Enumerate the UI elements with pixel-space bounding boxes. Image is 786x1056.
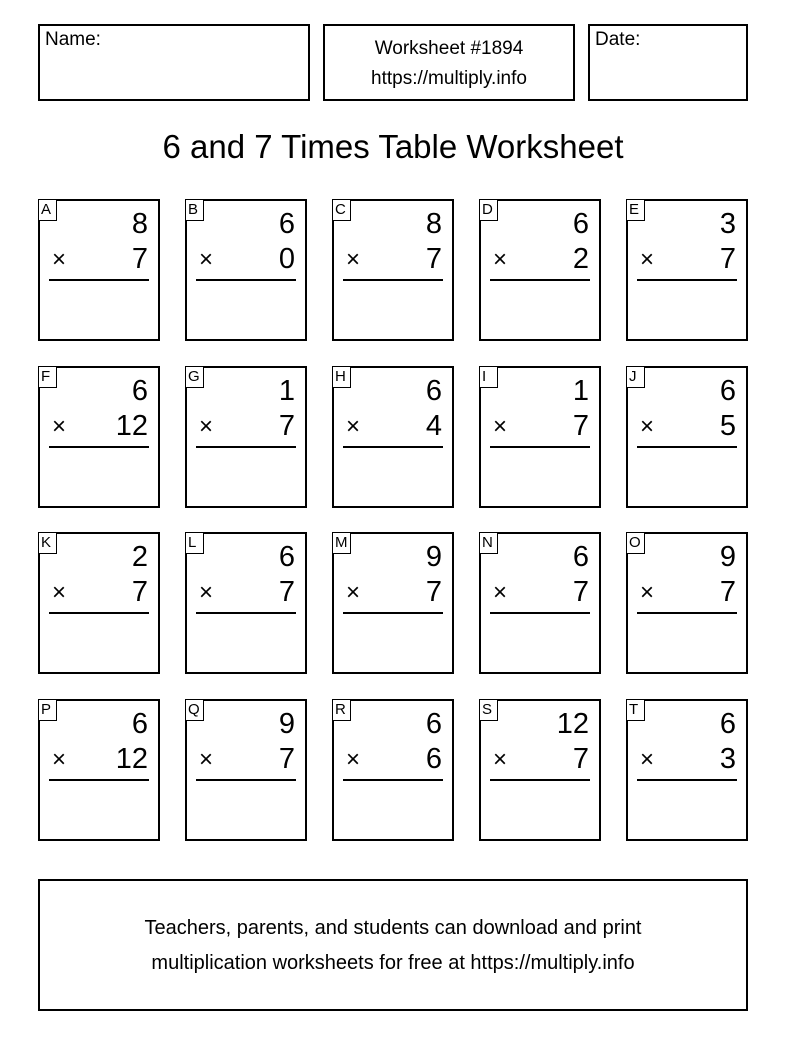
answer-line	[490, 446, 590, 448]
multiplier: 7	[719, 243, 736, 275]
answer-line	[196, 446, 296, 448]
multiplicand: 6	[425, 375, 442, 407]
problem-letter: I	[479, 366, 498, 388]
answer-line	[637, 779, 737, 781]
answer-line	[196, 779, 296, 781]
times-sign: ×	[52, 746, 67, 773]
worksheet-number: Worksheet #1894	[374, 38, 524, 59]
multiplicand: 6	[719, 375, 736, 407]
multiplier: 7	[131, 243, 148, 275]
times-sign: ×	[640, 413, 655, 440]
times-sign: ×	[199, 413, 214, 440]
problem-letter: B	[185, 199, 204, 221]
multiplier: 7	[719, 576, 736, 608]
multiplicand: 1	[278, 375, 295, 407]
times-sign: ×	[346, 746, 361, 773]
multiplier: 7	[131, 576, 148, 608]
problem-letter: J	[626, 366, 645, 388]
answer-line	[343, 779, 443, 781]
problem-card[interactable]	[626, 366, 748, 508]
problem-letter: T	[626, 699, 645, 721]
problem-letter: S	[479, 699, 498, 721]
problem-letter: N	[479, 532, 498, 554]
problem-letter: K	[38, 532, 57, 554]
times-sign: ×	[493, 579, 508, 606]
answer-line	[196, 612, 296, 614]
date-label: Date:	[595, 29, 641, 50]
answer-line	[343, 279, 443, 281]
times-sign: ×	[199, 579, 214, 606]
answer-line	[343, 446, 443, 448]
problem-letter: D	[479, 199, 498, 221]
times-sign: ×	[640, 579, 655, 606]
multiplier: 2	[572, 243, 589, 275]
multiplier: 3	[719, 743, 736, 775]
problem-card[interactable]	[38, 699, 160, 841]
multiplicand: 3	[719, 208, 736, 240]
multiplier: 0	[278, 243, 295, 275]
multiplicand: 1	[572, 375, 589, 407]
problem-letter: E	[626, 199, 645, 221]
problem-card[interactable]	[332, 699, 454, 841]
problem-card[interactable]	[38, 366, 160, 508]
answer-line	[637, 612, 737, 614]
problem-letter: R	[332, 699, 351, 721]
problem-card[interactable]	[479, 199, 601, 341]
multiplier: 6	[425, 743, 442, 775]
multiplicand: 6	[719, 708, 736, 740]
footer-box	[38, 879, 748, 1011]
answer-line	[637, 279, 737, 281]
name-field-box[interactable]	[38, 24, 310, 101]
times-sign: ×	[493, 246, 508, 273]
problem-letter: L	[185, 532, 204, 554]
multiplier: 5	[719, 410, 736, 442]
multiplicand: 6	[278, 541, 295, 573]
answer-line	[490, 612, 590, 614]
multiplicand: 9	[719, 541, 736, 573]
problem-card[interactable]	[38, 532, 160, 674]
footer-text-line-2: multiplication worksheets for free at https://multiply.info	[151, 952, 635, 974]
multiplicand: 2	[131, 541, 148, 573]
times-sign: ×	[640, 246, 655, 273]
problem-letter: C	[332, 199, 351, 221]
multiplicand: 12	[556, 708, 589, 740]
answer-line	[49, 612, 149, 614]
problem-card[interactable]	[626, 199, 748, 341]
problem-letter: O	[626, 532, 645, 554]
answer-line	[637, 446, 737, 448]
times-sign: ×	[493, 413, 508, 440]
worksheet-url: https://multiply.info	[371, 68, 527, 89]
multiplicand: 6	[131, 708, 148, 740]
problem-card[interactable]	[332, 199, 454, 341]
problem-letter: Q	[185, 699, 204, 721]
times-sign: ×	[493, 746, 508, 773]
multiplier: 7	[278, 410, 295, 442]
times-sign: ×	[346, 413, 361, 440]
problem-letter: M	[332, 532, 351, 554]
answer-line	[49, 779, 149, 781]
footer-text-line-1: Teachers, parents, and students can download and print	[144, 917, 642, 939]
multiplier: 7	[572, 410, 589, 442]
problem-card[interactable]	[185, 532, 307, 674]
times-sign: ×	[52, 413, 67, 440]
problem-card[interactable]	[332, 532, 454, 674]
problem-letter: P	[38, 699, 57, 721]
problem-card[interactable]	[332, 366, 454, 508]
times-sign: ×	[346, 246, 361, 273]
times-sign: ×	[199, 246, 214, 273]
times-sign: ×	[52, 246, 67, 273]
problem-card[interactable]	[38, 199, 160, 341]
problem-letter: H	[332, 366, 351, 388]
multiplicand: 6	[278, 208, 295, 240]
multiplier: 7	[572, 576, 589, 608]
multiplicand: 8	[131, 208, 148, 240]
multiplier: 7	[425, 576, 442, 608]
page-title: 6 and 7 Times Table Worksheet	[162, 128, 624, 165]
multiplier: 7	[278, 576, 295, 608]
multiplier: 12	[115, 743, 148, 775]
times-sign: ×	[640, 746, 655, 773]
multiplicand: 9	[278, 708, 295, 740]
multiplier: 4	[425, 410, 442, 442]
problem-card[interactable]	[479, 532, 601, 674]
multiplicand: 6	[131, 375, 148, 407]
multiplicand: 8	[425, 208, 442, 240]
times-sign: ×	[346, 579, 361, 606]
multiplicand: 9	[425, 541, 442, 573]
times-sign: ×	[199, 746, 214, 773]
name-label: Name:	[45, 29, 101, 50]
problem-card[interactable]	[479, 699, 601, 841]
problem-card[interactable]	[626, 699, 748, 841]
multiplier: 7	[278, 743, 295, 775]
times-sign: ×	[52, 579, 67, 606]
multiplicand: 6	[572, 541, 589, 573]
multiplier: 7	[572, 743, 589, 775]
problem-card[interactable]	[185, 199, 307, 341]
answer-line	[490, 279, 590, 281]
problem-card[interactable]	[479, 366, 601, 508]
problem-card[interactable]	[185, 366, 307, 508]
problem-letter: A	[38, 199, 57, 221]
worksheet-info-box	[323, 24, 575, 101]
answer-line	[49, 446, 149, 448]
problem-card[interactable]	[626, 532, 748, 674]
answer-line	[343, 612, 443, 614]
answer-line	[196, 279, 296, 281]
answer-line	[49, 279, 149, 281]
problem-card[interactable]	[185, 699, 307, 841]
problem-letter: F	[38, 366, 57, 388]
multiplier: 12	[115, 410, 148, 442]
multiplicand: 6	[572, 208, 589, 240]
problem-letter: G	[185, 366, 204, 388]
multiplier: 7	[425, 243, 442, 275]
multiplicand: 6	[425, 708, 442, 740]
date-field-box[interactable]	[588, 24, 748, 101]
answer-line	[490, 779, 590, 781]
